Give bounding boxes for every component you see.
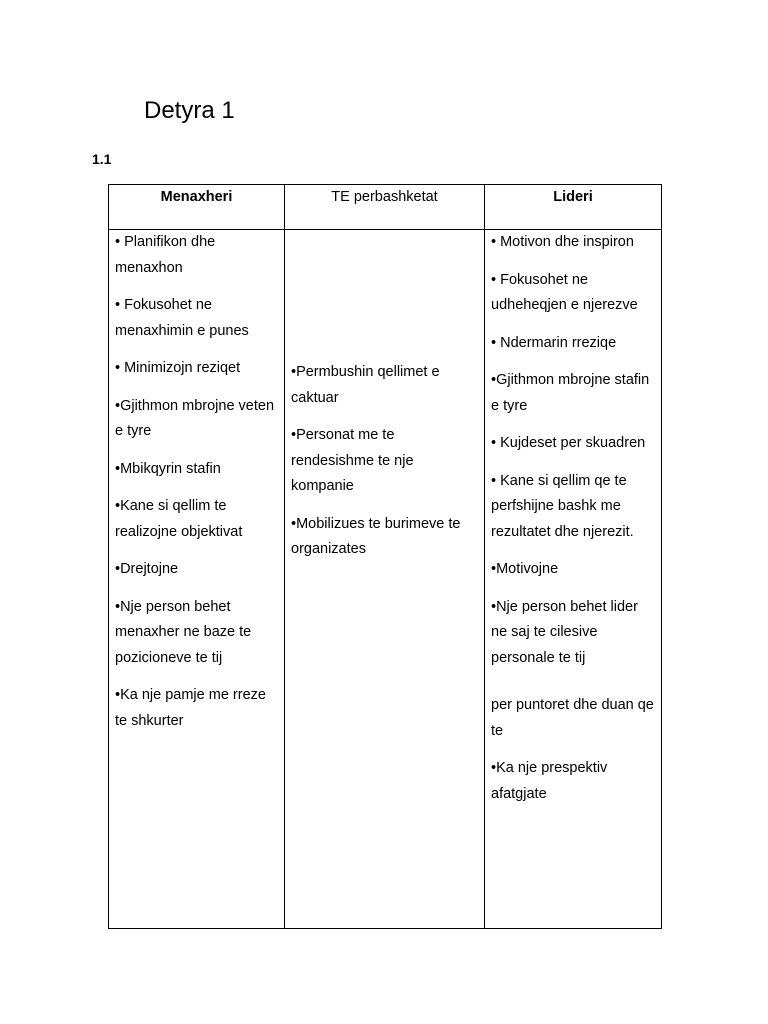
- lideri-item: •Motivojne: [491, 561, 559, 577]
- lideri-item: • Motivon dhe inspiron: [491, 234, 634, 250]
- header-perbashketat-cell: [285, 185, 485, 230]
- perbashketat-item: •Personat me te rendesishme te nje kompanie: [291, 427, 414, 494]
- menaxheri-item: •Drejtojne: [115, 561, 179, 577]
- lideri-item: • Kane si qellim qe te perfshijne bashk me rezultatet dhe njerezit.: [491, 472, 634, 540]
- menaxheri-item: •Ka nje pamje me rreze te shkurter: [115, 687, 266, 729]
- header-menaxheri-cell: [109, 185, 285, 230]
- document-title: Detyra 1: [144, 97, 235, 124]
- menaxheri-item: • Fokusohet ne menaxhimin e punes: [115, 297, 249, 339]
- lideri-item: •Nje person behet lider ne saj te cilesive personale te tij: [491, 598, 638, 666]
- perbashketat-column: [285, 230, 485, 929]
- perbashketat-item: •Mobilizues te burimeve te organizates: [291, 515, 461, 557]
- menaxheri-column: [109, 230, 285, 929]
- table-body-row: [109, 230, 662, 929]
- comparison-table: [108, 184, 662, 929]
- lideri-column: [485, 230, 662, 929]
- menaxheri-item: •Kane si qellim te realizojne objektivat: [115, 498, 243, 540]
- lideri-item: • Kujdeset per skuadren: [491, 435, 646, 451]
- header-menaxheri: Menaxheri: [160, 189, 233, 205]
- lideri-item: • Fokusohet ne udheheqjen e njerezve: [491, 271, 638, 313]
- menaxheri-item: •Mbikqyrin stafin: [115, 460, 221, 477]
- menaxheri-item: •Nje person behet menaxher ne baze te pozicioneve te tij: [115, 598, 252, 666]
- header-lideri: Lideri: [553, 189, 593, 205]
- lideri-item: • Ndermarin rreziqe: [491, 334, 617, 351]
- menaxheri-item: • Planifikon dhe menaxhon: [115, 234, 216, 276]
- lideri-item: •Gjithmon mbrojne stafin e tyre: [491, 372, 650, 414]
- menaxheri-item: • Minimizojn reziqet: [115, 360, 241, 376]
- menaxheri-item: •Gjithmon mbrojne veten e tyre: [115, 397, 275, 439]
- lideri-item: per puntoret dhe duan qe te: [491, 697, 654, 739]
- table-header-row: [109, 185, 662, 230]
- lideri-item: •Ka nje prespektiv afatgjate: [491, 760, 608, 802]
- perbashketat-item: •Permbushin qellimet e caktuar: [291, 364, 440, 406]
- header-lideri-cell: [485, 185, 662, 230]
- header-perbashketat: TE perbashketat: [331, 189, 438, 205]
- section-number: 1.1: [92, 151, 112, 167]
